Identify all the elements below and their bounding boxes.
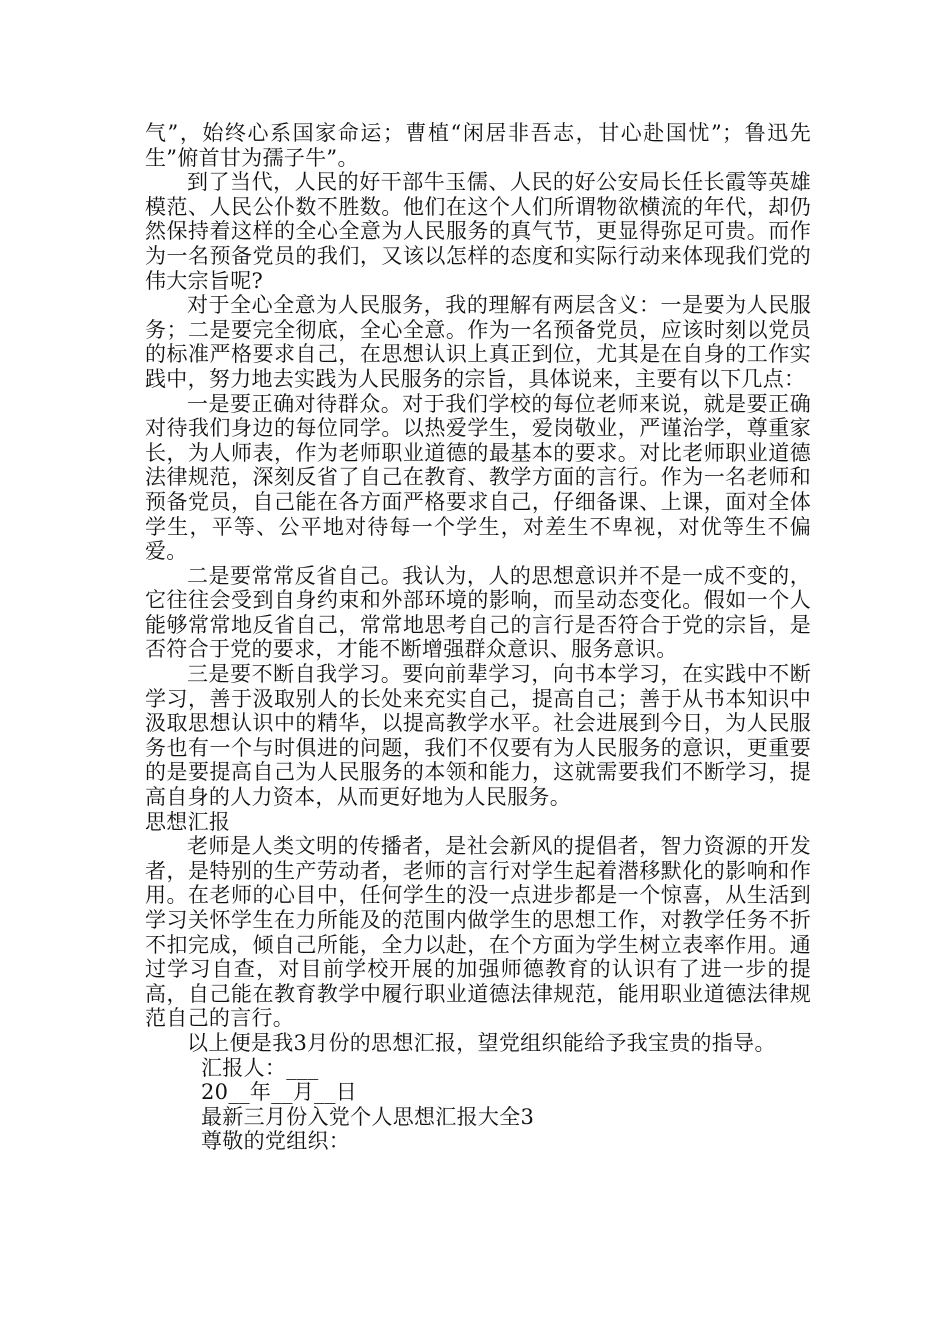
- paragraph-point-three: 三是要不断自我学习。要向前辈学习，向书本学习，在实践中不断学习，善于汲取别人的长处来充实自己，提高自己；善于从书本知识中汲取思想认识中的精华，以提高教学水平。社会进展到今日，为人民服务也有一个与时俱进的问题，我们不仅要有为人民服务的意识，更重要的是要提高自己为人民服务的本领和能力，这就需要我们不断学习，提高自身的人力资本，从而更好地为人民服务。: [145, 662, 811, 810]
- paragraph-contemporary-heroes: 到了当代，人民的好干部牛玉儒、人民的好公安局长任长霞等英雄模范、人民公仆数不胜数。他们在这个人们所谓物欲横流的年代，却仍然保持着这样的全心全意为人民服务的真气节，更显得弥足可贵。而作为一名预备党员的我们，又该以怎样的态度和实际行动来体现我们党的伟大宗旨呢?: [145, 170, 811, 293]
- paragraph-understanding: 对于全心全意为人民服务，我的理解有两层含义：一是要为人民服务；二是要完全彻底，全心全意。作为一名预备党员，应该时刻以党员的标准严格要求自己，在思想认识上真正到位，尤其是在自身的工作实践中，努力地去实践为人民服务的宗旨，具体说来，主要有以下几点：: [145, 293, 811, 391]
- paragraph-point-one: 一是要正确对待群众。对于我们学校的每位老师来说，就是要正确对待我们身边的每位同学。以热爱学生，爱岗敬业，严谨治学，尊重家长，为人师表，作为老师职业道德的最基本的要求。对比老师职业道德法律规范，深刻反省了自己在教育、教学方面的言行。作为一名老师和预备党员，自己能在各方面严格要求自己，仔细备课、上课，面对全体学生，平等、公平地对待每一个学生，对差生不卑视，对优等生不偏爱。: [145, 391, 811, 564]
- paragraph-teacher: 老师是人类文明的传播者，是社会新风的提倡者，智力资源的开发者，是特别的生产劳动者，老师的言行对学生起着潜移默化的影响和作用。在老师的心目中，任何学生的没一点进步都是一个惊喜，从生活到学习关怀学生在力所能及的范围内做学生的思想工作，对教学任务不折不扣完成，倾自己所能，全力以赴，在个方面为学生树立表率作用。通过学习自查，对目前学校开展的加强师德教育的认识有了进一步的提高，自己能在教育教学中履行职业道德法律规范，能用职业道德法律规范自己的言行。: [145, 834, 811, 1031]
- date-line: 20__年__月__日: [201, 1080, 358, 1105]
- paragraph-closing: 以上便是我3月份的思想汇报，望党组织能给予我宝贵的指导。: [187, 1030, 776, 1055]
- document-body: [145, 121, 811, 1154]
- salutation: 尊敬的党组织：: [201, 1129, 351, 1154]
- reporter-line: 汇报人：___: [201, 1055, 319, 1080]
- section-heading: 思想汇报: [145, 809, 231, 834]
- next-title: 最新三月份入党个人思想汇报大全3: [201, 1104, 535, 1129]
- paragraph-point-two: 二是要常常反省自己。我认为，人的思想意识并不是一成不变的，它往往会受到自身约束和外部环境的影响，而呈动态变化。假如一个人能够常常地反省自己，常常地思考自己的言行是否符合于党的宗旨，是否符合于党的要求，才能不断增强群众意识、服务意识。: [145, 563, 811, 662]
- paragraph-continuation: 气”，始终心系国家命运；曹植“闲居非吾志，甘心赴国忧”；鲁迅先生”俯首甘为孺子牛”。: [145, 121, 811, 170]
